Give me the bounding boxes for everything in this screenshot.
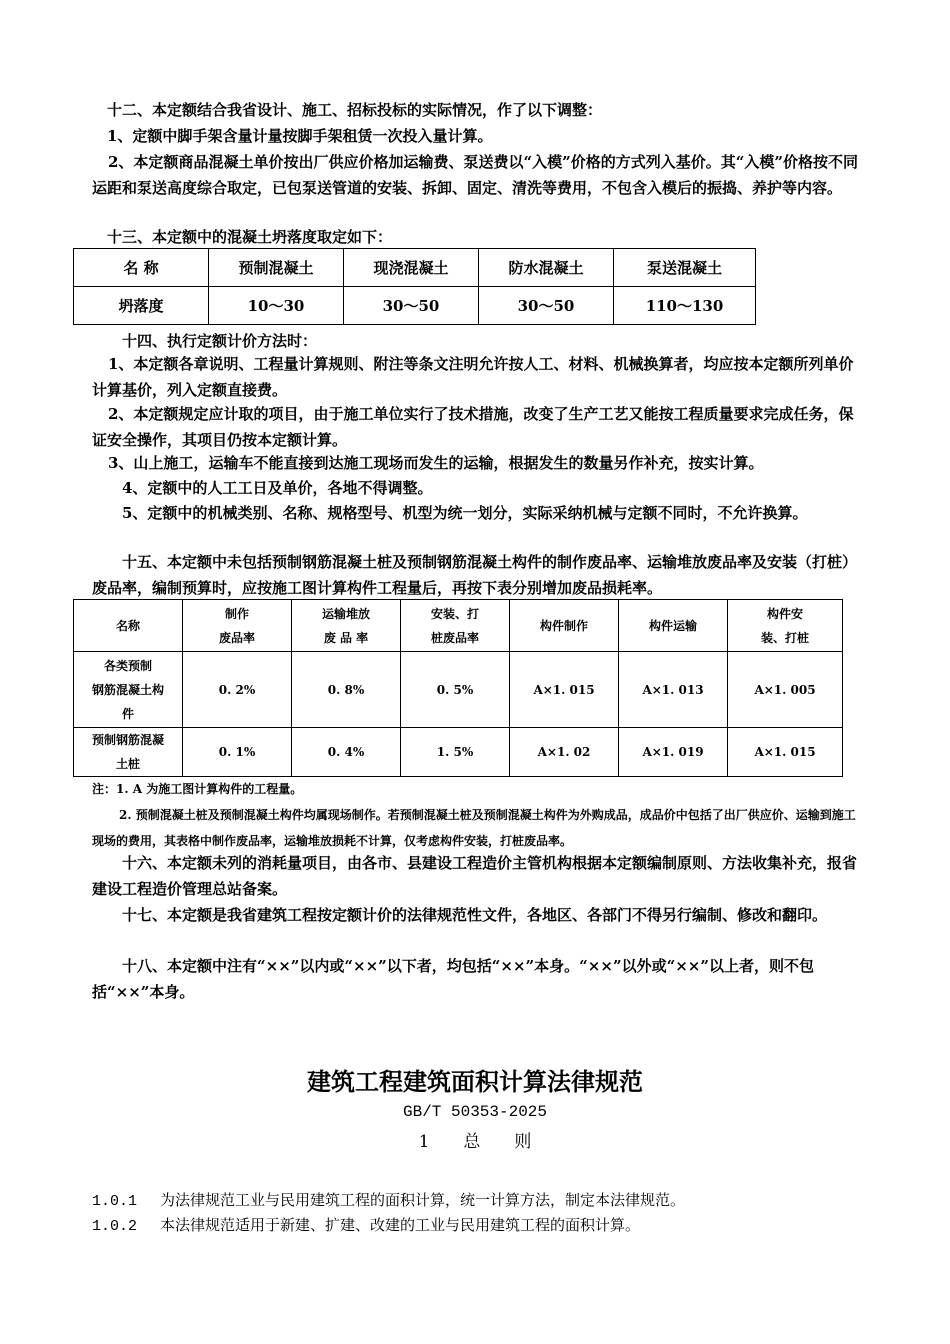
loss-cell: 0. 1%	[183, 728, 292, 777]
loss-cell: A×1. 019	[619, 728, 728, 777]
clause-1-0-2	[92, 1213, 640, 1239]
loss-rate-table	[73, 599, 843, 777]
para-14-2: 2、本定额规定应计取的项目，由于施工单位实行了技术措施，改变了生产工艺又能按工程质量要求完成任务，保证安全操作，其项目仍按本定额计算。	[92, 405, 854, 449]
para-14-5: 5、定额中的机械类别、名称、规格型号、机型为统一划分，实际采纳机械与定额不同时，不允许换算。	[122, 504, 808, 522]
para-12: 十二、本定额结合我省设计、施工、招标投标的实际情况，作了以下调整：	[107, 101, 603, 119]
para-14-3: 3、山上施工，运输车不能直接到达施工现场而发生的运输，根据发生的数量另作补充，按实计算。	[108, 454, 764, 472]
slump-header-precast: 预制混凝土	[209, 249, 344, 287]
para-15: 十五、本定额中未包括预制钢筋混凝土桩及预制钢筋混凝土构件的制作废品率、运输堆放废品率及安装（打桩）废品率，编制预算时，应按施工图计算构件工程量后，再按下表分别增加废品损耗率。	[92, 553, 858, 597]
slump-header-cast-in-place: 现浇混凝土	[344, 249, 479, 287]
slump-row-label: 坍落度	[74, 287, 209, 325]
para-12-1: 1、定额中脚手架含量计量按脚手架租赁一次投入量计算。	[107, 127, 493, 145]
slump-header-name: 名 称	[74, 249, 209, 287]
chapter-heading: 1 总 则	[418, 1132, 532, 1152]
loss-cell: 0. 2%	[183, 652, 292, 728]
loss-cell: A×1. 015	[510, 652, 619, 728]
slump-table	[73, 248, 756, 325]
loss-header-install: 安装、打 桩废品率	[401, 600, 510, 652]
slump-cell: 30～50	[479, 287, 614, 325]
loss-cell: 0. 5%	[401, 652, 510, 728]
clause-number: 1.0.2	[92, 1218, 138, 1235]
para-16: 十六、本定额未列的消耗量项目，由各市、县建设工程造价主管机构根据本定额编制原则、方法收集补充，报省建设工程造价管理总站备案。	[92, 854, 858, 898]
slump-table-header	[74, 249, 756, 287]
clause-number: 1.0.1	[92, 1193, 138, 1210]
note-1: 注：1. A 为施工图计算构件的工程量。	[92, 782, 303, 796]
loss-cell: A×1. 02	[510, 728, 619, 777]
para-14: 十四、执行定额计价方法时：	[122, 332, 318, 350]
para-14-1: 1、本定额各章说明、工程量计算规则、附注等条文注明允许按人工、材料、机械换算者，均应按本定额所列单价计算基价，列入定额直接费。	[92, 355, 854, 399]
clause-1-0-1	[92, 1188, 685, 1214]
para-17: 十七、本定额是我省建筑工程按定额计价的法律规范性文件，各地区、各部门不得另行编制、修改和翻印。	[122, 906, 828, 924]
para-14-4: 4、定额中的人工工日及单价，各地不得调整。	[122, 479, 433, 497]
standard-number: GB/T 50353-2025	[402, 1103, 548, 1121]
loss-row-label: 预制钢筋混凝 土桩	[74, 728, 183, 777]
loss-header-component-making: 构件制作	[510, 600, 619, 652]
loss-cell: 0. 8%	[292, 652, 401, 728]
clause-text: 本法律规范适用于新建、扩建、改建的工业与民用建筑工程的面积计算。	[160, 1216, 641, 1234]
loss-header-making: 制作 废品率	[183, 600, 292, 652]
clause-text: 为法律规范工业与民用建筑工程的面积计算，统一计算方法，制定本法律规范。	[160, 1191, 686, 1209]
loss-table-header	[74, 600, 843, 652]
slump-table-row	[74, 287, 756, 325]
loss-header-transport: 运输堆放 废 品 率	[292, 600, 401, 652]
loss-header-component-transport: 构件运输	[619, 600, 728, 652]
loss-cell: A×1. 015	[728, 728, 843, 777]
slump-cell: 30～50	[344, 287, 479, 325]
loss-header-component-install: 构件安 装、打桩	[728, 600, 843, 652]
loss-row-label: 各类预制 钢筋混凝土构 件	[74, 652, 183, 728]
loss-table-row	[74, 728, 843, 777]
slump-cell: 10～30	[209, 287, 344, 325]
loss-table-row	[74, 652, 843, 728]
loss-cell: 0. 4%	[292, 728, 401, 777]
loss-header-name: 名称	[74, 600, 183, 652]
slump-cell: 110～130	[614, 287, 756, 325]
loss-cell: 1. 5%	[401, 728, 510, 777]
note-2: 2. 预制混凝土桩及预制混凝土构件均属现场制作。若预制混凝土桩及预制混凝土构件为外购成品，成品价中包括了出厂供应价、运输到施工现场的费用，其表格中制作废品率，运输堆放损耗不计算，仅考虑构件安装，打桩废品率。	[92, 808, 856, 848]
para-12-2: 2、本定额商品混凝土单价按出厂供应价格加运输费、泵送费以“入模”价格的方式列入基价。其“入模”价格按不同运距和泵送高度综合取定，已包泵送管道的安装、拆卸、固定、清洗等费用，不包含入模后的振捣、养护等内容。	[92, 153, 858, 197]
slump-header-waterproof: 防水混凝土	[479, 249, 614, 287]
loss-cell: A×1. 005	[728, 652, 843, 728]
para-18: 十八、本定额中注有“××”以内或“××”以下者，均包括“××”本身。“××”以外或“××”以上者，则不包括“××”本身。	[92, 957, 814, 1001]
slump-header-pumped: 泵送混凝土	[614, 249, 756, 287]
para-13: 十三、本定额中的混凝土坍落度取定如下：	[107, 228, 393, 246]
loss-cell: A×1. 013	[619, 652, 728, 728]
section-title: 建筑工程建筑面积计算法律规范	[307, 1068, 643, 1096]
